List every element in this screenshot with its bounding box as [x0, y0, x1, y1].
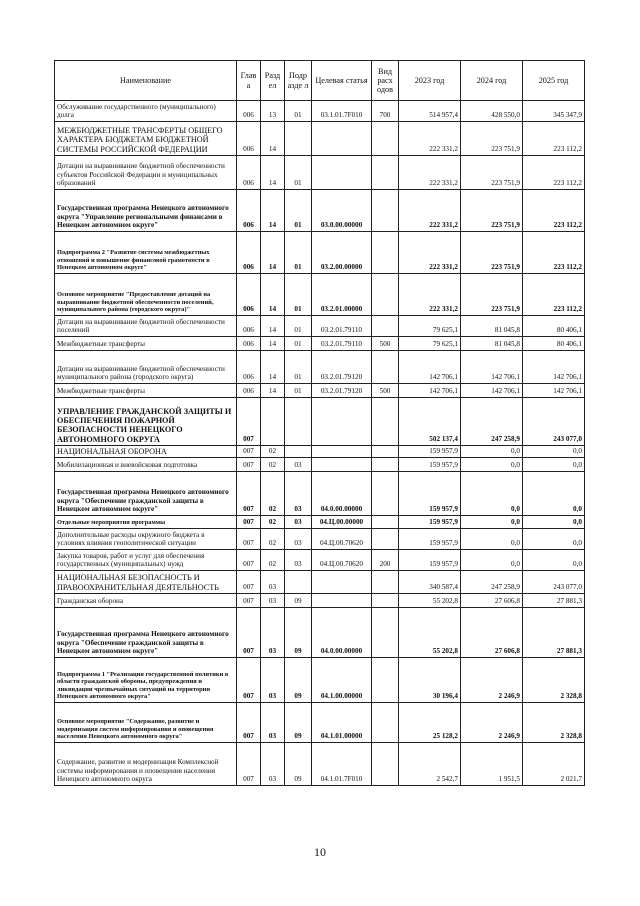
row-glava: 006	[237, 384, 261, 398]
row-2025: 0,0	[523, 458, 585, 472]
row-razdel: 14	[261, 156, 285, 190]
row-vid	[372, 472, 399, 516]
row-2024: 81 045,8	[461, 337, 523, 351]
row-name: Закупка товаров, работ и услуг для обеспечения государственных (муниципальных) нужд	[55, 550, 237, 571]
row-target	[312, 458, 372, 472]
header-2024: 2024 год	[461, 61, 523, 101]
row-vid	[372, 274, 399, 316]
row-vid	[372, 594, 399, 608]
row-vid: 500	[372, 337, 399, 351]
row-vid	[372, 190, 399, 232]
row-2025: 0,0	[523, 446, 585, 458]
row-name: Государственная программа Ненецкого автономного округа "Управление региональными финансами в Ненецком автономном округе"	[55, 190, 237, 232]
row-razdel: 03	[261, 571, 285, 594]
row-podrazdel: 01	[285, 337, 312, 351]
row-2025: 223 112,2	[523, 122, 585, 156]
row-target: 04.1.00.00000	[312, 658, 372, 703]
row-2023: 222 331,2	[399, 274, 461, 316]
row-name: Государственная программа Ненецкого автономного округа "Обеспечение гражданской защиты в Ненецком автономном округе"	[55, 608, 237, 658]
row-name: НАЦИОНАЛЬНАЯ БЕЗОПАСНОСТЬ И ПРАВООХРАНИТЕЛЬНАЯ ДЕЯТЕЛЬНОСТЬ	[55, 571, 237, 594]
row-2025: 27 881,3	[523, 608, 585, 658]
table-row	[55, 703, 585, 743]
row-vid	[372, 156, 399, 190]
row-name: УПРАВЛЕНИЕ ГРАЖДАНСКОЙ ЗАЩИТЫ И ОБЕСПЕЧЕНИЯ ПОЖАРНОЙ БЕЗОПАСНОСТИ НЕНЕЦКОГО АВТОНОМНОГО ОКРУГА	[55, 398, 237, 446]
row-target	[312, 122, 372, 156]
row-podrazdel: 09	[285, 608, 312, 658]
row-2024: 223 751,9	[461, 232, 523, 274]
row-target: 04.1.01.00000	[312, 703, 372, 743]
row-2023: 159 957,9	[399, 472, 461, 516]
row-podrazdel: 09	[285, 743, 312, 786]
row-2023: 159 957,9	[399, 550, 461, 571]
row-2025: 223 112,2	[523, 190, 585, 232]
row-podrazdel: 09	[285, 703, 312, 743]
table-row	[55, 571, 585, 594]
table-row	[55, 516, 585, 529]
table-row	[55, 446, 585, 458]
row-razdel: 02	[261, 550, 285, 571]
table-row	[55, 232, 585, 274]
row-glava: 007	[237, 594, 261, 608]
table-row	[55, 658, 585, 703]
row-podrazdel: 03	[285, 472, 312, 516]
row-name: Государственная программа Ненецкого автономного округа "Обеспечение гражданской защиты в Ненецком автономном округе"	[55, 472, 237, 516]
row-razdel: 13	[261, 101, 285, 122]
row-razdel: 02	[261, 458, 285, 472]
row-razdel: 14	[261, 316, 285, 337]
row-razdel: 03	[261, 743, 285, 786]
row-target: 04.1.01.7F010	[312, 743, 372, 786]
row-razdel: 03	[261, 703, 285, 743]
row-target	[312, 398, 372, 446]
row-glava: 007	[237, 743, 261, 786]
row-2025: 2 328,8	[523, 658, 585, 703]
table-row	[55, 608, 585, 658]
header-target: Целевая статья	[312, 61, 372, 101]
row-podrazdel: 01	[285, 101, 312, 122]
row-2024: 428 550,0	[461, 101, 523, 122]
row-podrazdel: 01	[285, 190, 312, 232]
row-glava: 007	[237, 658, 261, 703]
row-target	[312, 571, 372, 594]
row-2024: 223 751,9	[461, 190, 523, 232]
row-vid	[372, 458, 399, 472]
row-vid	[372, 316, 399, 337]
row-glava: 007	[237, 458, 261, 472]
row-target: 04.0.00.00000	[312, 472, 372, 516]
row-2024: 0,0	[461, 472, 523, 516]
header-name: Наименование	[55, 61, 237, 101]
row-2024: 2 246,9	[461, 703, 523, 743]
row-glava: 007	[237, 550, 261, 571]
row-podrazdel: 01	[285, 274, 312, 316]
row-vid	[372, 743, 399, 786]
row-glava: 006	[237, 351, 261, 384]
row-vid: 500	[372, 384, 399, 398]
row-2023: 79 625,1	[399, 337, 461, 351]
row-name: НАЦИОНАЛЬНАЯ ОБОРОНА	[55, 446, 237, 458]
row-glava: 006	[237, 337, 261, 351]
row-target: 03.2.00.00000	[312, 232, 372, 274]
row-vid	[372, 571, 399, 594]
row-2023: 2 542,7	[399, 743, 461, 786]
table-row	[55, 122, 585, 156]
row-2024: 27 606,8	[461, 594, 523, 608]
row-razdel: 02	[261, 472, 285, 516]
row-2025: 2 328,8	[523, 703, 585, 743]
row-name: Подпрограмма 2 "Развитие системы межбюджетных отношений и повышение финансовой грамотности в Ненецком автономном округе"	[55, 232, 237, 274]
row-target: 03.2.01.79120	[312, 351, 372, 384]
row-2024: 0,0	[461, 550, 523, 571]
row-target	[312, 446, 372, 458]
table-row	[55, 529, 585, 550]
page-number: 10	[314, 845, 326, 859]
row-glava: 006	[237, 122, 261, 156]
row-2023: 222 331,2	[399, 190, 461, 232]
row-2023: 502 137,4	[399, 398, 461, 446]
table-row	[55, 337, 585, 351]
row-name: Дотации на выравнивание бюджетной обеспеченности субъектов Российской Федерации и муниципальных образований	[55, 156, 237, 190]
row-2025: 80 406,1	[523, 337, 585, 351]
row-name: Дотации на выравнивание бюджетной обеспеченности поселений	[55, 316, 237, 337]
row-razdel: 14	[261, 122, 285, 156]
table-body	[55, 101, 585, 786]
row-target: 03.2.01.00000	[312, 274, 372, 316]
row-glava: 007	[237, 446, 261, 458]
row-vid	[372, 608, 399, 658]
row-razdel: 03	[261, 658, 285, 703]
row-2025: 243 077,0	[523, 571, 585, 594]
row-vid	[372, 516, 399, 529]
row-target: 04.0.00.00000	[312, 608, 372, 658]
row-podrazdel: 09	[285, 658, 312, 703]
row-2025: 0,0	[523, 529, 585, 550]
row-razdel: 14	[261, 274, 285, 316]
row-podrazdel: 01	[285, 351, 312, 384]
row-name: Основное мероприятие "Содержание, развитие и модернизация систем информирования и оповещения населения Ненецкого автономного округа"	[55, 703, 237, 743]
budget-table	[54, 60, 585, 786]
row-podrazdel	[285, 446, 312, 458]
row-podrazdel: 01	[285, 232, 312, 274]
row-razdel: 14	[261, 337, 285, 351]
row-2023: 30 196,4	[399, 658, 461, 703]
header-row	[55, 61, 585, 101]
row-glava: 007	[237, 571, 261, 594]
row-glava: 007	[237, 516, 261, 529]
row-glava: 007	[237, 398, 261, 446]
row-2025: 27 881,3	[523, 594, 585, 608]
row-vid	[372, 351, 399, 384]
row-razdel: 02	[261, 516, 285, 529]
row-2024: 142 706,1	[461, 384, 523, 398]
header-2025: 2025 год	[523, 61, 585, 101]
table-row	[55, 156, 585, 190]
header-razdel: Разд ел	[261, 61, 285, 101]
row-2024: 142 706,1	[461, 351, 523, 384]
row-2023: 159 957,9	[399, 446, 461, 458]
table-row	[55, 384, 585, 398]
row-glava: 006	[237, 101, 261, 122]
row-2024: 247 258,9	[461, 571, 523, 594]
row-target: 04.Ц.00.70620	[312, 529, 372, 550]
row-2023: 222 331,2	[399, 232, 461, 274]
row-2024: 0,0	[461, 446, 523, 458]
row-2024: 27 606,8	[461, 608, 523, 658]
row-2024: 0,0	[461, 529, 523, 550]
row-2023: 142 706,1	[399, 384, 461, 398]
row-razdel: 14	[261, 190, 285, 232]
row-vid	[372, 446, 399, 458]
row-vid	[372, 398, 399, 446]
row-podrazdel	[285, 571, 312, 594]
row-name: Основное мероприятие "Предоставление дотаций на выравнивание бюджетной обеспеченности поселений, муниципального района (городского округа)"	[55, 274, 237, 316]
row-podrazdel: 01	[285, 316, 312, 337]
header-glava: Глав а	[237, 61, 261, 101]
row-2023: 159 957,9	[399, 458, 461, 472]
row-2024: 81 045,8	[461, 316, 523, 337]
row-name: Подпрограмма 1 "Реализация государственной политики в области гражданской обороны, предупреждения и ликвидации чрезвычайных ситуаций на территории Ненецкого автономного округа"	[55, 658, 237, 703]
row-glava: 007	[237, 703, 261, 743]
row-2024: 223 751,9	[461, 274, 523, 316]
table-row	[55, 472, 585, 516]
row-name: Гражданская оборона	[55, 594, 237, 608]
row-2024: 2 246,9	[461, 658, 523, 703]
row-target	[312, 156, 372, 190]
row-glava: 006	[237, 190, 261, 232]
row-name: Межбюджетные трансферты	[55, 384, 237, 398]
row-2025: 2 021,7	[523, 743, 585, 786]
row-razdel	[261, 398, 285, 446]
row-vid: 700	[372, 101, 399, 122]
row-target: 04.Ц.00.70620	[312, 550, 372, 571]
row-target: 04.Ц.00.00000	[312, 516, 372, 529]
row-2023: 25 128,2	[399, 703, 461, 743]
row-razdel: 02	[261, 529, 285, 550]
row-2025: 0,0	[523, 516, 585, 529]
row-2025: 223 112,2	[523, 274, 585, 316]
row-target: 03.2.01.79120	[312, 384, 372, 398]
row-glava: 006	[237, 316, 261, 337]
row-glava: 007	[237, 608, 261, 658]
row-name: Дополнительные расходы окружного бюджета в условиях влияния геополитической ситуации	[55, 529, 237, 550]
header-vid: Вид расх одов	[372, 61, 399, 101]
row-podrazdel: 09	[285, 594, 312, 608]
row-vid	[372, 232, 399, 274]
row-glava: 006	[237, 156, 261, 190]
row-2024: 1 951,5	[461, 743, 523, 786]
table-row	[55, 316, 585, 337]
row-podrazdel: 03	[285, 550, 312, 571]
row-name: Содержание, развитие и модернизация Комплексной системы информирования и оповещения населения Ненецкого автономного округа	[55, 743, 237, 786]
row-razdel: 14	[261, 384, 285, 398]
row-2025: 142 706,1	[523, 351, 585, 384]
row-2024: 223 751,9	[461, 156, 523, 190]
row-podrazdel: 03	[285, 529, 312, 550]
row-2023: 159 957,9	[399, 516, 461, 529]
row-2025: 223 112,2	[523, 156, 585, 190]
row-2025: 0,0	[523, 472, 585, 516]
row-2023: 222 331,2	[399, 156, 461, 190]
table-row	[55, 743, 585, 786]
row-razdel: 03	[261, 594, 285, 608]
row-2023: 514 957,4	[399, 101, 461, 122]
row-name: МЕЖБЮДЖЕТНЫЕ ТРАНСФЕРТЫ ОБЩЕГО ХАРАКТЕРА БЮДЖЕТАМ БЮДЖЕТНОЙ СИСТЕМЫ РОССИЙСКОЙ ФЕДЕРАЦИИ	[55, 122, 237, 156]
row-target	[312, 594, 372, 608]
row-glava: 007	[237, 472, 261, 516]
row-vid	[372, 658, 399, 703]
row-2025: 142 706,1	[523, 384, 585, 398]
table-row	[55, 594, 585, 608]
row-2023: 55 202,8	[399, 608, 461, 658]
table-row	[55, 190, 585, 232]
row-2023: 222 331,2	[399, 122, 461, 156]
row-podrazdel	[285, 398, 312, 446]
row-vid	[372, 703, 399, 743]
row-razdel: 14	[261, 351, 285, 384]
row-2023: 79 625,1	[399, 316, 461, 337]
row-podrazdel: 03	[285, 516, 312, 529]
row-razdel: 14	[261, 232, 285, 274]
row-2024: 0,0	[461, 516, 523, 529]
row-name: Отдельные мероприятия программы	[55, 516, 237, 529]
header-2023: 2023 год	[399, 61, 461, 101]
table-row	[55, 398, 585, 446]
row-2023: 340 587,4	[399, 571, 461, 594]
row-vid	[372, 122, 399, 156]
row-2024: 223 751,9	[461, 122, 523, 156]
row-razdel: 03	[261, 608, 285, 658]
row-podrazdel	[285, 122, 312, 156]
row-name: Обслуживание государственного (муниципального) долга	[55, 101, 237, 122]
row-target: 03.2.01.79110	[312, 316, 372, 337]
row-name: Дотации на выравнивание бюджетной обеспеченности муниципального района (городского округа)	[55, 351, 237, 384]
row-glava: 006	[237, 232, 261, 274]
table-row	[55, 351, 585, 384]
table-row	[55, 458, 585, 472]
row-glava: 006	[237, 274, 261, 316]
row-2023: 159 957,9	[399, 529, 461, 550]
table-row	[55, 101, 585, 122]
header-podrazdel: Подр азде л	[285, 61, 312, 101]
row-2025: 243 077,0	[523, 398, 585, 446]
row-2024: 247 258,9	[461, 398, 523, 446]
row-podrazdel: 03	[285, 458, 312, 472]
row-2024: 0,0	[461, 458, 523, 472]
row-name: Межбюджетные трансферты	[55, 337, 237, 351]
row-vid	[372, 529, 399, 550]
row-2023: 55 202,8	[399, 594, 461, 608]
table-row	[55, 274, 585, 316]
row-2025: 80 406,1	[523, 316, 585, 337]
row-podrazdel: 01	[285, 156, 312, 190]
row-razdel: 02	[261, 446, 285, 458]
table-row	[55, 550, 585, 571]
row-glava: 007	[237, 529, 261, 550]
row-2025: 345 347,9	[523, 101, 585, 122]
row-2023: 142 706,1	[399, 351, 461, 384]
row-target: 03.2.01.79110	[312, 337, 372, 351]
row-2025: 0,0	[523, 550, 585, 571]
row-podrazdel: 01	[285, 384, 312, 398]
row-target: 03.0.00.00000	[312, 190, 372, 232]
row-name: Мобилизационная и вневойсковая подготовка	[55, 458, 237, 472]
row-vid: 200	[372, 550, 399, 571]
row-target: 03.1.01.7F010	[312, 101, 372, 122]
row-2025: 223 112,2	[523, 232, 585, 274]
